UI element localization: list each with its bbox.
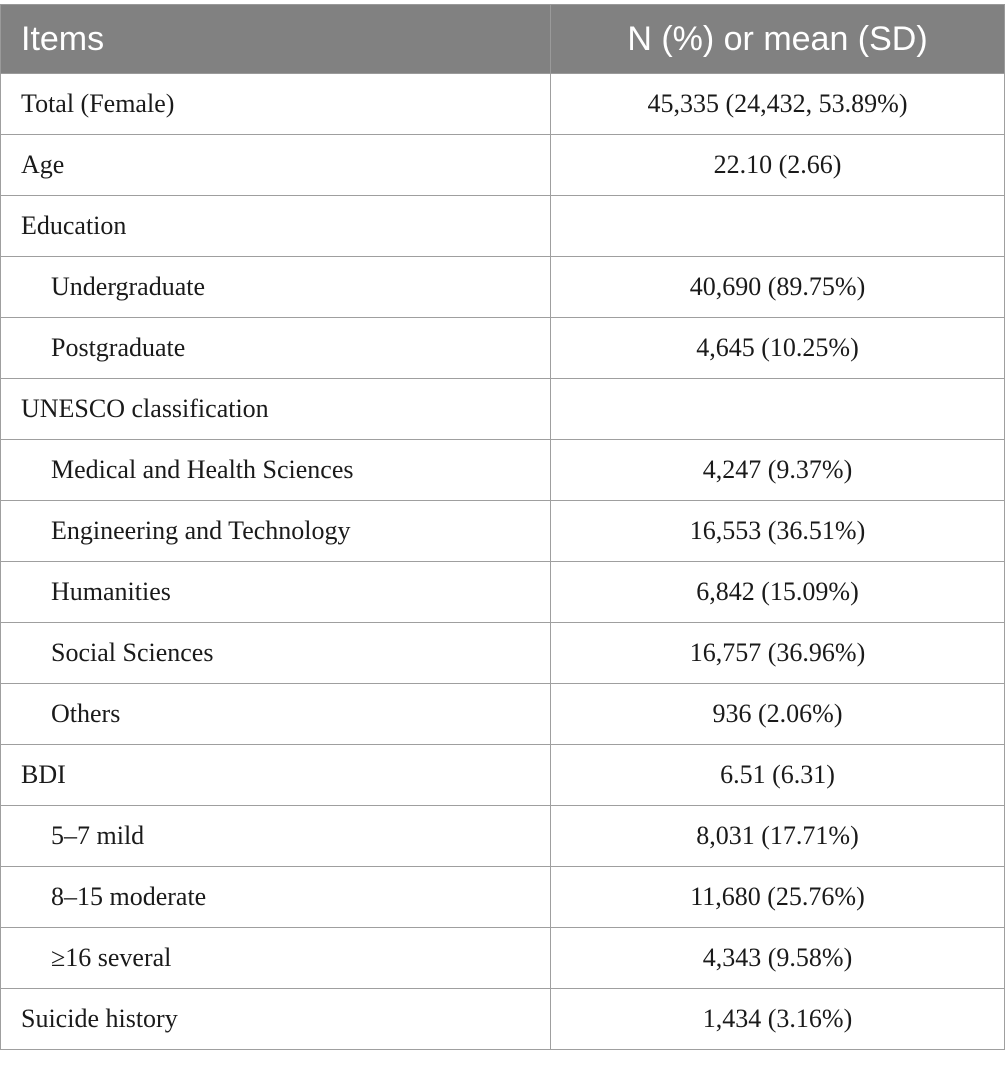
table-row — [1, 440, 1005, 501]
row-label: Education — [1, 196, 551, 257]
table-row — [1, 806, 1005, 867]
table-row — [1, 318, 1005, 379]
row-label: 8–15 moderate — [1, 867, 551, 928]
row-value: 4,343 (9.58%) — [551, 928, 1005, 989]
row-value: 936 (2.06%) — [551, 684, 1005, 745]
row-value: 45,335 (24,432, 53.89%) — [551, 74, 1005, 135]
table-row — [1, 745, 1005, 806]
row-value — [551, 196, 1005, 257]
table-row — [1, 623, 1005, 684]
row-value: 16,757 (36.96%) — [551, 623, 1005, 684]
row-value: 6.51 (6.31) — [551, 745, 1005, 806]
table-row — [1, 379, 1005, 440]
row-label: UNESCO classification — [1, 379, 551, 440]
row-value: 16,553 (36.51%) — [551, 501, 1005, 562]
row-value: 6,842 (15.09%) — [551, 562, 1005, 623]
row-value: 4,645 (10.25%) — [551, 318, 1005, 379]
row-value: 1,434 (3.16%) — [551, 989, 1005, 1050]
row-value — [551, 379, 1005, 440]
row-label: Undergraduate — [1, 257, 551, 318]
header-items: Items — [1, 5, 551, 74]
row-label: Age — [1, 135, 551, 196]
table-row — [1, 501, 1005, 562]
table-row — [1, 257, 1005, 318]
row-label: Social Sciences — [1, 623, 551, 684]
row-label: Engineering and Technology — [1, 501, 551, 562]
table-row — [1, 135, 1005, 196]
row-label: Others — [1, 684, 551, 745]
row-value: 4,247 (9.37%) — [551, 440, 1005, 501]
table-row — [1, 74, 1005, 135]
header-n-percent-mean-sd: N (%) or mean (SD) — [551, 5, 1005, 74]
row-label: 5–7 mild — [1, 806, 551, 867]
table-row — [1, 562, 1005, 623]
table-row — [1, 196, 1005, 257]
row-value: 22.10 (2.66) — [551, 135, 1005, 196]
header-row — [1, 5, 1005, 74]
row-label: Humanities — [1, 562, 551, 623]
row-label: ≥16 several — [1, 928, 551, 989]
table-row — [1, 989, 1005, 1050]
table-row — [1, 684, 1005, 745]
row-value: 8,031 (17.71%) — [551, 806, 1005, 867]
row-label: Medical and Health Sciences — [1, 440, 551, 501]
row-label: Total (Female) — [1, 74, 551, 135]
row-label: BDI — [1, 745, 551, 806]
row-value: 40,690 (89.75%) — [551, 257, 1005, 318]
row-label: Postgraduate — [1, 318, 551, 379]
row-value: 11,680 (25.76%) — [551, 867, 1005, 928]
table-row — [1, 867, 1005, 928]
table-row — [1, 928, 1005, 989]
demographics-table — [0, 4, 1005, 1050]
row-label: Suicide history — [1, 989, 551, 1050]
